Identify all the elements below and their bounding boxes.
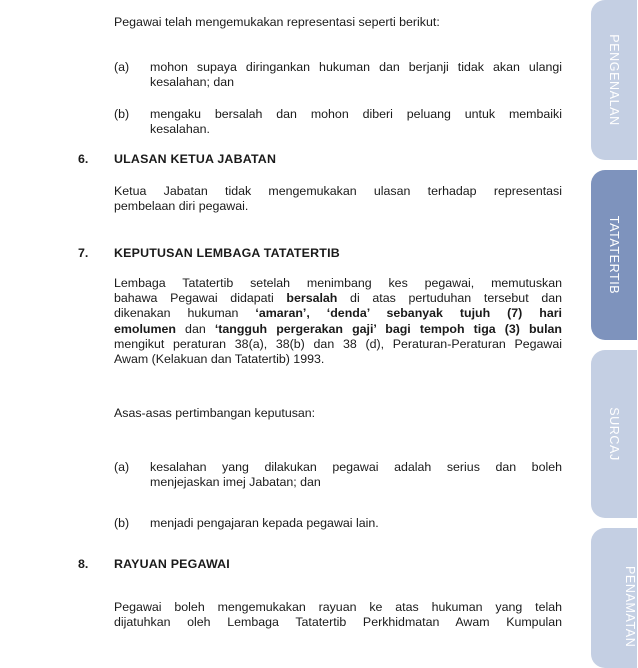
section-7-paragraph [114, 276, 562, 367]
tab-tatatertib-label: TATATERTIB [607, 215, 621, 295]
representation-a-label: (a) [114, 60, 130, 74]
section-7-line-1: Lembaga Tatatertib setelah menimbang kes pegawai, memutuskan [114, 276, 562, 290]
tab-pengenalan[interactable] [591, 0, 637, 160]
representation-a-line-1: mohon supaya diringankan hukuman dan berjanji tidak akan ulangi [150, 60, 562, 74]
section-7-heading: KEPUTUSAN LEMBAGA TATATERTIB [114, 246, 340, 260]
tab-tatatertib[interactable] [591, 170, 637, 340]
section-6-heading: ULASAN KETUA JABATAN [114, 152, 277, 166]
intro-text: Pegawai telah mengemukakan representasi seperti berikut: [114, 15, 440, 29]
section-7-line-4 [114, 322, 562, 337]
basis-a-line-1: kesalahan yang dilakukan pegawai adalah serius dan boleh [150, 460, 562, 474]
representation-b-label: (b) [114, 107, 130, 121]
representation-b-line-2: kesalahan. [150, 122, 210, 137]
section-8-number: 8. [78, 557, 89, 571]
representation-b-line-1: mengaku bersalah dan mohon diberi peluang untuk membaiki [150, 107, 562, 121]
basis-b-text: menjadi pengajaran kepada pegawai lain. [150, 516, 379, 530]
basis-intro: Asas-asas pertimbangan keputusan: [114, 406, 316, 420]
tab-surcaj[interactable] [591, 350, 637, 518]
section-6-paragraph [114, 184, 562, 214]
section-8-heading: RAYUAN PEGAWAI [114, 557, 230, 571]
tab-pengenalan-label: PENGENALAN [607, 34, 621, 126]
section-7-number: 7. [78, 246, 89, 260]
line-3-pre: dikenakan hukuman [114, 306, 256, 321]
section-6-number: 6. [78, 152, 89, 166]
line-4-mid: dan [175, 321, 215, 336]
basis-a-line-2: menjejaskan imej Jabatan; dan [150, 475, 321, 490]
section-6-line-2: pembelaan diri pegawai. [114, 199, 249, 214]
tab-penamatan-label: PENAMATAN [623, 566, 637, 648]
representation-b-text [150, 107, 562, 137]
line-2-pre: bahawa Pegawai didapati [114, 291, 287, 306]
penalty-salary-deferment: ‘tangguh pergerakan gaji’ bagi tempoh tiga (3) bulan [214, 321, 563, 336]
line-2-post: di atas pertuduhan tersebut dan [337, 291, 563, 306]
section-6-line-1: Ketua Jabatan tidak mengemukakan ulasan terhadap representasi [114, 184, 562, 198]
basis-b-label: (b) [114, 516, 130, 530]
section-8-line-1: Pegawai boleh mengemukakan rayuan ke atas hukuman yang telah [114, 600, 562, 614]
section-8-line-2: dijatuhkan oleh Lembaga Tatatertib Perkhidmatan Awam Kumpulan [114, 615, 562, 630]
representation-a-line-2: kesalahan; dan [150, 75, 235, 90]
tab-penamatan[interactable] [591, 528, 637, 668]
section-7-line-6: Awam (Kelakuan dan Tatatertib) 1993. [114, 352, 325, 367]
section-8-paragraph [114, 600, 562, 630]
penalty-warning-fine: ‘amaran’, ‘denda’ sebanyak tujuh (7) hari [255, 306, 562, 321]
section-7-line-2 [114, 291, 562, 306]
section-7-line-3 [114, 306, 562, 321]
tab-surcaj-label: SURCAJ [607, 407, 621, 461]
section-7-line-5: mengikut peraturan 38(a), 38(b) dan 38 (d), Peraturan-Peraturan Pegawai [114, 336, 562, 351]
side-tabs [591, 0, 638, 648]
verdict-guilty: bersalah [286, 291, 338, 306]
basis-a-label: (a) [114, 460, 130, 474]
penalty-emolument: emolumen [114, 321, 176, 336]
basis-a-text [150, 460, 562, 490]
representation-a-text [150, 60, 562, 90]
